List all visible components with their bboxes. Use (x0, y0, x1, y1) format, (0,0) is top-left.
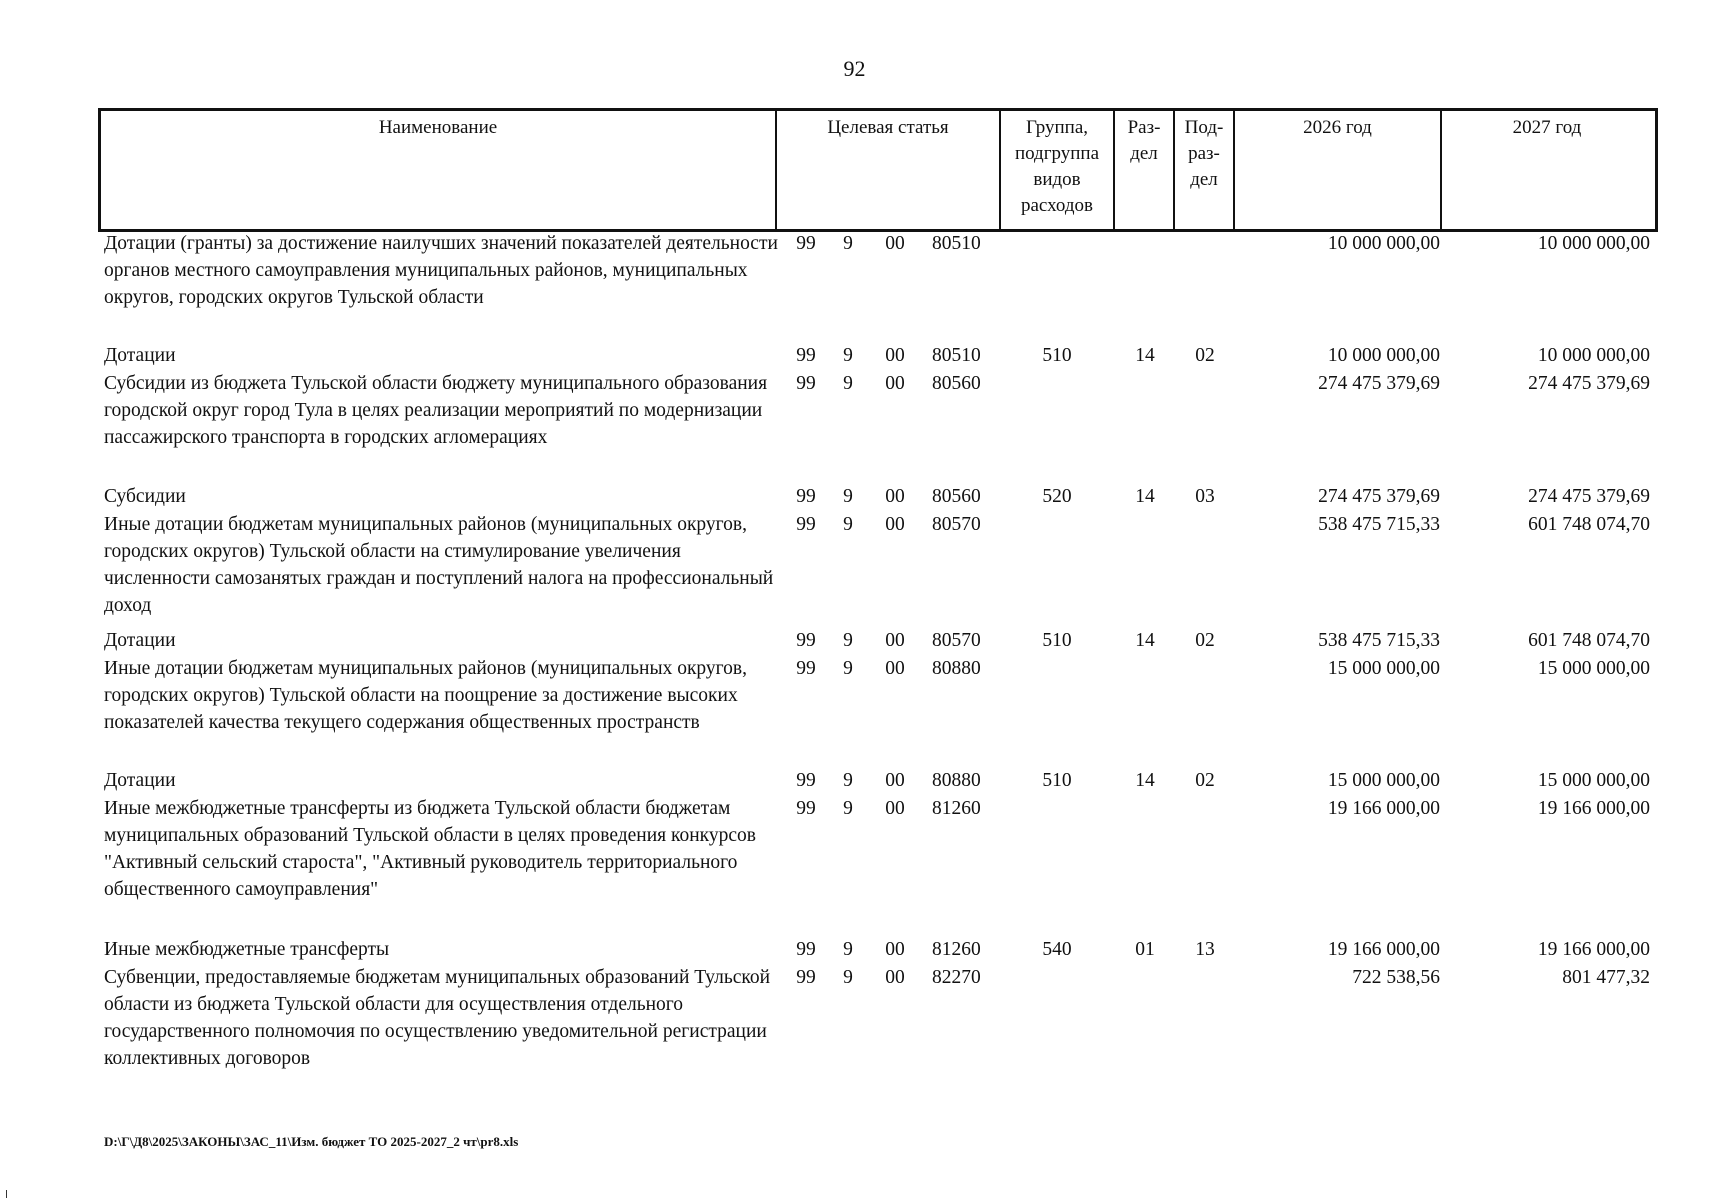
row-name: Дотации (гранты) за достижение наилучших значений показателей деятельности органов местного самоуправления муниципальных районов, муниципальных округов, городских округов Тульской области (104, 233, 778, 308)
row-code-4: 81260 (932, 939, 981, 960)
row-code-1: 99 (796, 233, 816, 254)
row-name: Иные дотации бюджетам муниципальных районов (муниципальных округов, городских округов) Тульской области на стимулирование увеличения численности самозанятых граждан и поступлений налога на профессиональный доход (104, 514, 774, 616)
row-code-1: 99 (796, 939, 816, 960)
row-group: 510 (1042, 630, 1072, 651)
table-header (98, 108, 1658, 232)
header-year-2027: 2027 год (1512, 117, 1582, 138)
page-number: 92 (843, 56, 866, 81)
row-code-3: 00 (885, 798, 905, 819)
row-section: 01 (1135, 939, 1155, 960)
row-code-4: 80560 (932, 486, 981, 507)
row-subsection: 03 (1195, 486, 1215, 507)
row-2027: 274 475 379,69 (1528, 373, 1650, 394)
row-2027: 19 166 000,00 (1537, 798, 1650, 819)
row-code-1: 99 (796, 658, 816, 679)
row-code-3: 00 (885, 967, 905, 988)
row-code-4: 81260 (932, 798, 981, 819)
row-code-3: 00 (885, 373, 905, 394)
row-2027: 19 166 000,00 (1537, 939, 1650, 960)
row-code-4: 80570 (932, 630, 981, 651)
row-2026: 15 000 000,00 (1327, 658, 1440, 679)
row-2027: 801 477,32 (1562, 967, 1650, 988)
margin-mark (6, 1190, 7, 1198)
row-code-3: 00 (885, 486, 905, 507)
row-section: 14 (1135, 630, 1155, 651)
row-subsection: 02 (1195, 345, 1215, 366)
row-code-2: 9 (843, 939, 853, 960)
row-code-2: 9 (843, 514, 853, 535)
row-name: Иные межбюджетные трансферты (104, 939, 390, 960)
row-code-1: 99 (796, 486, 816, 507)
row-code-2: 9 (843, 373, 853, 394)
row-subsection: 02 (1195, 630, 1215, 651)
row-code-1: 99 (796, 345, 816, 366)
row-2026: 19 166 000,00 (1327, 798, 1440, 819)
row-2027: 10 000 000,00 (1537, 233, 1650, 254)
row-section: 14 (1135, 486, 1155, 507)
header-section: Раз- дел (1115, 111, 1175, 229)
row-section: 14 (1135, 345, 1155, 366)
row-2026: 274 475 379,69 (1318, 486, 1440, 507)
row-2027: 601 748 074,70 (1528, 514, 1650, 535)
row-code-2: 9 (843, 345, 853, 366)
row-code-1: 99 (796, 373, 816, 394)
row-code-3: 00 (885, 630, 905, 651)
row-code-3: 00 (885, 770, 905, 791)
row-2026: 538 475 715,33 (1318, 514, 1440, 535)
row-2026: 538 475 715,33 (1318, 630, 1440, 651)
row-code-4: 80560 (932, 373, 981, 394)
row-code-2: 9 (843, 233, 853, 254)
row-code-1: 99 (796, 514, 816, 535)
row-code-2: 9 (843, 770, 853, 791)
row-code-2: 9 (843, 798, 853, 819)
row-group: 510 (1042, 770, 1072, 791)
header-target: Целевая статья (777, 111, 1001, 229)
row-subsection: 02 (1195, 770, 1215, 791)
row-name: Субсидии из бюджета Тульской области бюджету муниципального образования городской округ город Тула в целях реализации мероприятий по модернизации пассажирского транспорта в городских агломерациях (104, 373, 768, 448)
header-name: Наименование (101, 111, 777, 229)
row-code-3: 00 (885, 345, 905, 366)
row-2026: 10 000 000,00 (1327, 345, 1440, 366)
row-code-4: 80880 (932, 770, 981, 791)
row-2026: 15 000 000,00 (1327, 770, 1440, 791)
row-code-1: 99 (796, 798, 816, 819)
file-path-footer: D:\Г\Д8\2025\ЗАКОНЫ\ЗАС_11\Изм. бюджет ТО 2025-2027_2 чт\pr8.xls (104, 1134, 519, 1149)
row-code-4: 80510 (932, 233, 981, 254)
row-2026: 274 475 379,69 (1318, 373, 1440, 394)
row-code-4: 80510 (932, 345, 981, 366)
row-group: 520 (1042, 486, 1072, 507)
row-code-1: 99 (796, 770, 816, 791)
row-code-2: 9 (843, 967, 853, 988)
row-name: Иные межбюджетные трансферты из бюджета Тульской области бюджетам муниципальных образований Тульской области в целях проведения конкурсов "Активный сельский староста", "Активный руководитель территориального общественного самоуправления" (104, 798, 756, 900)
row-code-3: 00 (885, 939, 905, 960)
row-name: Дотации (104, 345, 176, 366)
row-2027: 274 475 379,69 (1528, 486, 1650, 507)
row-code-2: 9 (843, 486, 853, 507)
row-2027: 15 000 000,00 (1537, 770, 1650, 791)
header-year-2026: 2026 год (1235, 111, 1442, 229)
row-code-4: 80570 (932, 514, 981, 535)
row-2026: 19 166 000,00 (1327, 939, 1440, 960)
row-name: Дотации (104, 630, 176, 651)
row-section: 14 (1135, 770, 1155, 791)
row-2027: 15 000 000,00 (1537, 658, 1650, 679)
row-code-2: 9 (843, 630, 853, 651)
row-2027: 601 748 074,70 (1528, 630, 1650, 651)
row-code-1: 99 (796, 967, 816, 988)
row-code-2: 9 (843, 658, 853, 679)
row-name: Иные дотации бюджетам муниципальных районов (муниципальных округов, городских округов) Тульской области на поощрение за достижение высоких показателей качества текущего содержания общественных пространств (104, 658, 748, 733)
row-group: 510 (1042, 345, 1072, 366)
row-group: 540 (1042, 939, 1072, 960)
row-code-3: 00 (885, 658, 905, 679)
row-subsection: 13 (1195, 939, 1215, 960)
row-name: Дотации (104, 770, 176, 791)
header-subsection: Под- раз- дел (1175, 111, 1235, 229)
row-code-1: 99 (796, 630, 816, 651)
row-code-4: 80880 (932, 658, 981, 679)
row-name: Субсидии (104, 486, 186, 507)
row-2026: 722 538,56 (1352, 967, 1440, 988)
row-code-3: 00 (885, 514, 905, 535)
row-code-3: 00 (885, 233, 905, 254)
row-2027: 10 000 000,00 (1537, 345, 1650, 366)
row-2026: 10 000 000,00 (1327, 233, 1440, 254)
header-group: Группа, подгруппа видов расходов (1001, 111, 1115, 229)
row-code-4: 82270 (932, 967, 981, 988)
row-name: Субвенции, предоставляемые бюджетам муниципальных образований Тульской области из бюджета Тульской области для осуществления отдельного государственного полномочия по осуществлению уведомительной регистрации коллективных договоров (104, 967, 771, 1069)
